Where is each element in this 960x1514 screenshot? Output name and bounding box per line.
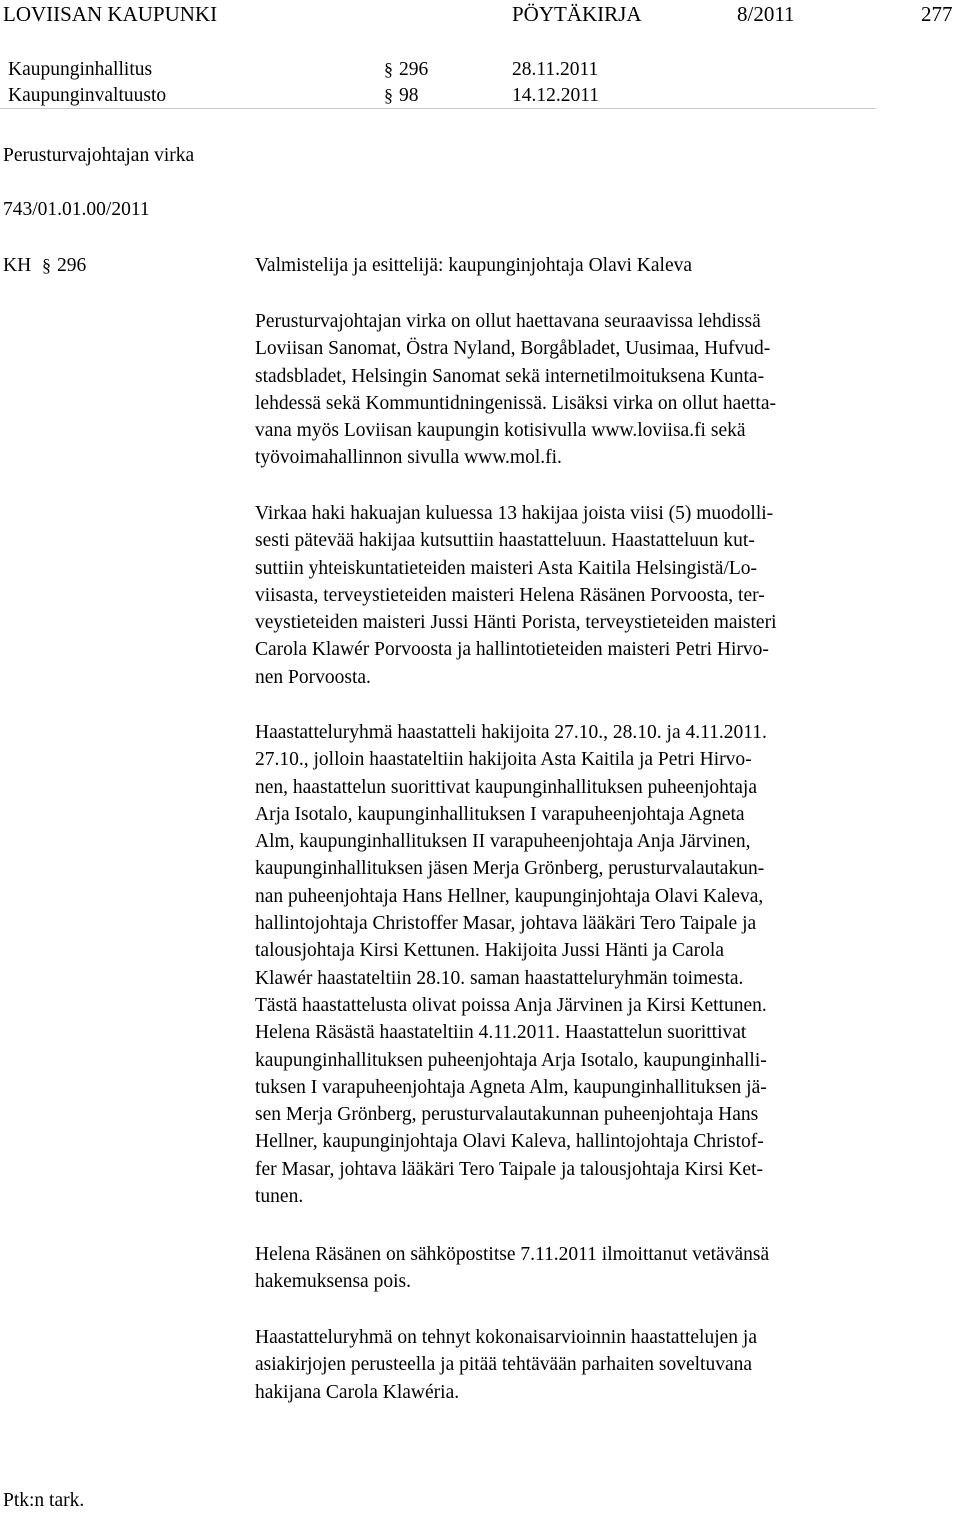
paragraph [255, 500, 875, 691]
section-number: 296 [399, 59, 429, 80]
text-line: nen, haastattelun suorittivat kaupunginhallituksen puheenjohtaja [255, 776, 758, 798]
item-reference [3, 256, 86, 276]
text-line: Carola Klawér Porvoosta ja hallintotieteiden maisteri Petri Hirvo- [255, 639, 769, 661]
paragraph [255, 1324, 875, 1406]
text-line: 27.10., jolloin haastateltiin hakijoita Asta Kaitila ja Petri Hirvo- [255, 749, 752, 771]
text-line: kaupunginhallituksen jäsen Merja Grönberg, perusturvalautakun- [255, 858, 765, 880]
document-type: PÖYTÄKIRJA [512, 2, 642, 26]
meeting-body: Kaupunginhallitus [8, 59, 153, 80]
header-divider [0, 108, 876, 109]
text-line: sen Merja Grönberg, perusturvalautakunnan puheenjohtaja Hans [255, 1104, 759, 1126]
text-line: veystieteiden maisteri Jussi Hänti Porista, terveystieteiden maisteri [255, 612, 777, 634]
text-line: hakemuksensa pois. [255, 1271, 411, 1293]
section-symbol: § [384, 85, 393, 105]
section-ref [384, 86, 419, 106]
text-line: hallintojohtaja Christoffer Masar, johtava lääkäri Tero Taipale ja [255, 913, 757, 935]
record-number: 743/01.01.00/2011 [3, 199, 150, 220]
text-line: kaupunginhallituksen puheenjohtaja Arja Isotalo, kaupunginhalli- [255, 1049, 767, 1071]
meeting-date: 14.12.2011 [512, 85, 600, 106]
section-symbol: § [42, 255, 52, 275]
text-line: suttiin yhteiskuntatieteiden maisteri Asta Kaitila Helsingistä/Lo- [255, 557, 758, 579]
text-line: lehdessä sekä Kommuntidningenissä. Lisäksi virka on ollut haetta- [255, 392, 776, 414]
text-line: Haastatteluryhmä haastatteli hakijoita 27.10., 28.10. ja 4.11.2011. [255, 722, 767, 743]
text-line: tunen. [255, 1186, 304, 1208]
text-line: tuksen I varapuheenjohtaja Agneta Alm, kaupunginhallituksen jä- [255, 1076, 767, 1098]
text-line: Arja Isotalo, kaupunginhallituksen I varapuheenjohtaja Agneta [255, 803, 745, 825]
text-line: Helena Räsästä haastateltiin 4.11.2011. Haastattelun suorittivat [255, 1022, 747, 1044]
text-line: Alm, kaupunginhallituksen II varapuheenjohtaja Anja Järvinen, [255, 831, 751, 853]
text-line: Helena Räsänen on sähköpostitse 7.11.2011 ilmoittanut vetävänsä [255, 1244, 770, 1265]
text-line: vana myös Loviisan kaupungin kotisivulla www.loviisa.fi sekä [255, 420, 746, 442]
text-line: Tästä haastattelusta olivat poissa Anja Järvinen ja Kirsi Kettunen. [255, 994, 767, 1016]
text-line: nen Porvoosta. [255, 666, 371, 688]
text-line: nan puheenjohtaja Hans Hellner, kaupunginjohtaja Olavi Kaleva, [255, 885, 764, 907]
text-line: stadsbladet, Helsingin Sanomat sekä internetilmoituksena Kunta- [255, 365, 765, 387]
text-line: Haastatteluryhmä on tehnyt kokonaisarvioinnin haastattelujen ja [255, 1327, 757, 1348]
text-line: talousjohtaja Kirsi Kettunen. Hakijoita Jussi Hänti ja Carola [255, 940, 724, 962]
meeting-date: 28.11.2011 [512, 59, 599, 80]
page-number: 277 [921, 2, 953, 26]
preparer-line: Valmistelija ja esittelijä: kaupunginjohtaja Olavi Kaleva [255, 255, 692, 276]
section-number: 98 [399, 85, 419, 106]
paragraph [255, 308, 875, 472]
issue-number: 8/2011 [737, 2, 795, 26]
text-line: työvoimahallinnon sivulla www.mol.fi. [255, 447, 562, 469]
text-line: Virkaa haki hakuajan kuluessa 13 hakijaa joista viisi (5) muodolli- [255, 503, 774, 524]
text-line: asiakirjojen perusteella ja pitää tehtävään parhaiten soveltuvana [255, 1354, 753, 1376]
footer-note: Ptk:n tark. [3, 1490, 85, 1511]
section-ref [384, 60, 428, 80]
text-line: Klawér haastateltiin 28.10. saman haastatteluryhmän toimesta. [255, 967, 744, 989]
text-line: Loviisan Sanomat, Östra Nyland, Borgåbladet, Uusimaa, Hufvud- [255, 338, 771, 360]
item-code: KH [3, 255, 32, 276]
item-section-number: 296 [57, 255, 87, 276]
paragraph [255, 719, 875, 1210]
text-line: viisasta, terveystieteiden maisteri Helena Räsänen Porvoosta, ter- [255, 584, 765, 606]
text-line: Perusturvajohtajan virka on ollut haettavana seuraavissa lehdissä [255, 311, 761, 332]
text-line: hakijana Carola Klawéria. [255, 1381, 460, 1403]
text-line: Hellner, kaupunginjohtaja Olavi Kaleva, hallintojohtaja Christof- [255, 1131, 764, 1153]
meeting-body: Kaupunginvaltuusto [8, 85, 167, 106]
section-symbol: § [384, 59, 393, 79]
subject-title: Perusturvajohtajan virka [3, 145, 195, 166]
paragraph [255, 1241, 875, 1296]
text-line: fer Masar, johtava lääkäri Tero Taipale ja talousjohtaja Kirsi Ket- [255, 1158, 763, 1180]
text-line: sesti pätevää hakijaa kutsuttiin haastatteluun. Haastatteluun kut- [255, 530, 755, 552]
city-name: LOVIISAN KAUPUNKI [3, 2, 218, 26]
